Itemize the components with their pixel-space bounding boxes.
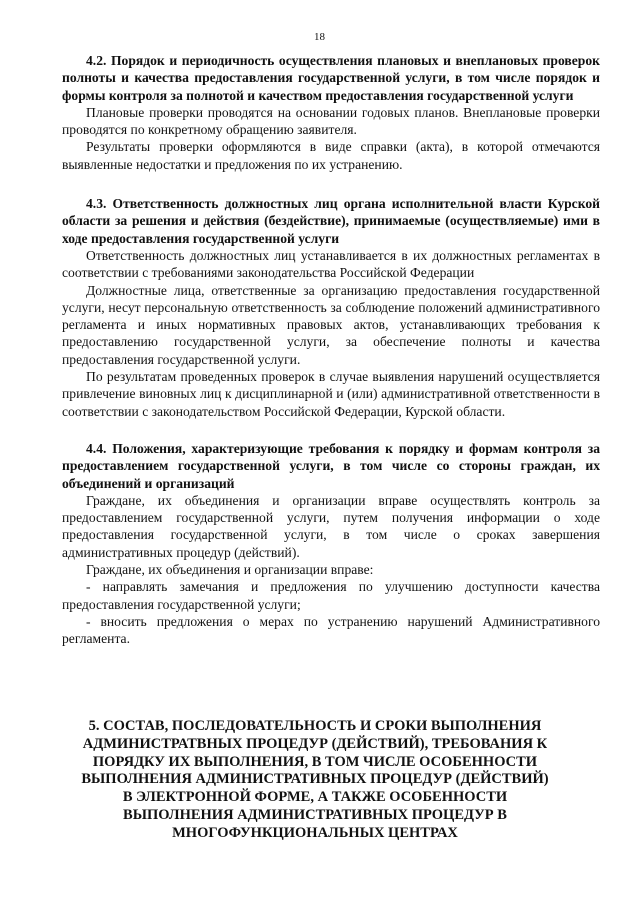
paragraph: Ответственность должностных лиц устанавливается в их должностных регламентах в соответствии с требованиями законодательства Российской Федерации <box>62 247 600 281</box>
paragraph: Должностные лица, ответственные за организацию предоставления государственной услуги, несут персональную ответственность за соблюдение положений административного регламента и иных нормативных правовых актов, устанавливающих требования к предоставлению государственной услуги, за обеспечение полноты и качества предоставления государственной услуги. <box>62 282 600 367</box>
section-heading: 4.3. Ответственность должностных лиц органа исполнительной власти Курской области за решения и действия (бездействие), принимаемые (осуществляемые) ими в ходе предоставления государственной услуги <box>62 196 600 246</box>
section-heading: 4.4. Положения, характеризующие требования к порядку и формам контроля за предоставлением государственной услуги, в том числе со стороны граждан, их объединений и организаций <box>62 440 600 491</box>
section-4-3 <box>62 195 600 420</box>
page-number: 18 <box>314 31 325 43</box>
paragraph: Результаты проверки оформляются в виде справки (акта), в которой отмечаются выявленные недостатки и предложения по их устранению. <box>62 139 600 172</box>
paragraph: По результатам проведенных проверок в случае выявления нарушений осуществляется привлечение виновных лиц к дисциплинарной и (или) административной ответственности в соответствии с законодательством Российской Федерации, Курской области. <box>62 369 600 419</box>
section-4-2 <box>62 52 600 173</box>
section-5-heading: 5. СОСТАВ, ПОСЛЕДОВАТЕЛЬНОСТЬ И СРОКИ ВЫПОЛНЕНИЯ АДМИНИСТРАТВНЫХ ПРОЦЕДУР (ДЕЙСТВИЙ), ТРЕБОВАНИЯ К ПОРЯДКУ ИХ ВЫПОЛНЕНИЯ, В ТОМ ЧИСЛЕ ОСОБЕННОСТИ ВЫПОЛНЕНИЯ АДМИНИСТРАТИВНЫХ ПРОЦЕДУР (ДЕЙСТВИЙ) В ЭЛЕКТРОННОЙ ФОРМЕ, А ТАКЖЕ ОСОБЕННОСТИ ВЫПОЛНЕНИЯ АДМИНИСТРАТИВНЫХ ПРОЦЕДУР В МНОГОФУНКЦИОНАЛЬНЫХ ЦЕНТРАХ <box>81 718 549 841</box>
document-body <box>62 52 600 672</box>
paragraph: Плановые проверки проводятся на основании годовых планов. Внеплановые проверки проводятся по конкретному обращению заявителя. <box>62 104 600 138</box>
list-item: - направлять замечания и предложения по улучшению доступности качества предоставления государственной услуги; <box>62 579 600 612</box>
section-heading: 4.2. Порядок и периодичность осуществления плановых и внеплановых проверок полноты и качества предоставления государственной услуги, в том числе порядок и формы контроля за полнотой и качеством предоставления государственной услуги <box>62 53 600 103</box>
paragraph: Граждане, их объединения и организации вправе: <box>86 562 374 578</box>
list-item: - вносить предложения о мерах по устранению нарушений Административного регламента. <box>62 613 600 647</box>
paragraph: Граждане, их объединения и организации вправе осуществлять контроль за предоставлением государственной услуги, путем получения информации о ходе предоставления государственной услуги, в том числе о сроках завершения административных процедур (действий). <box>62 492 600 560</box>
section-4-4 <box>62 440 600 648</box>
